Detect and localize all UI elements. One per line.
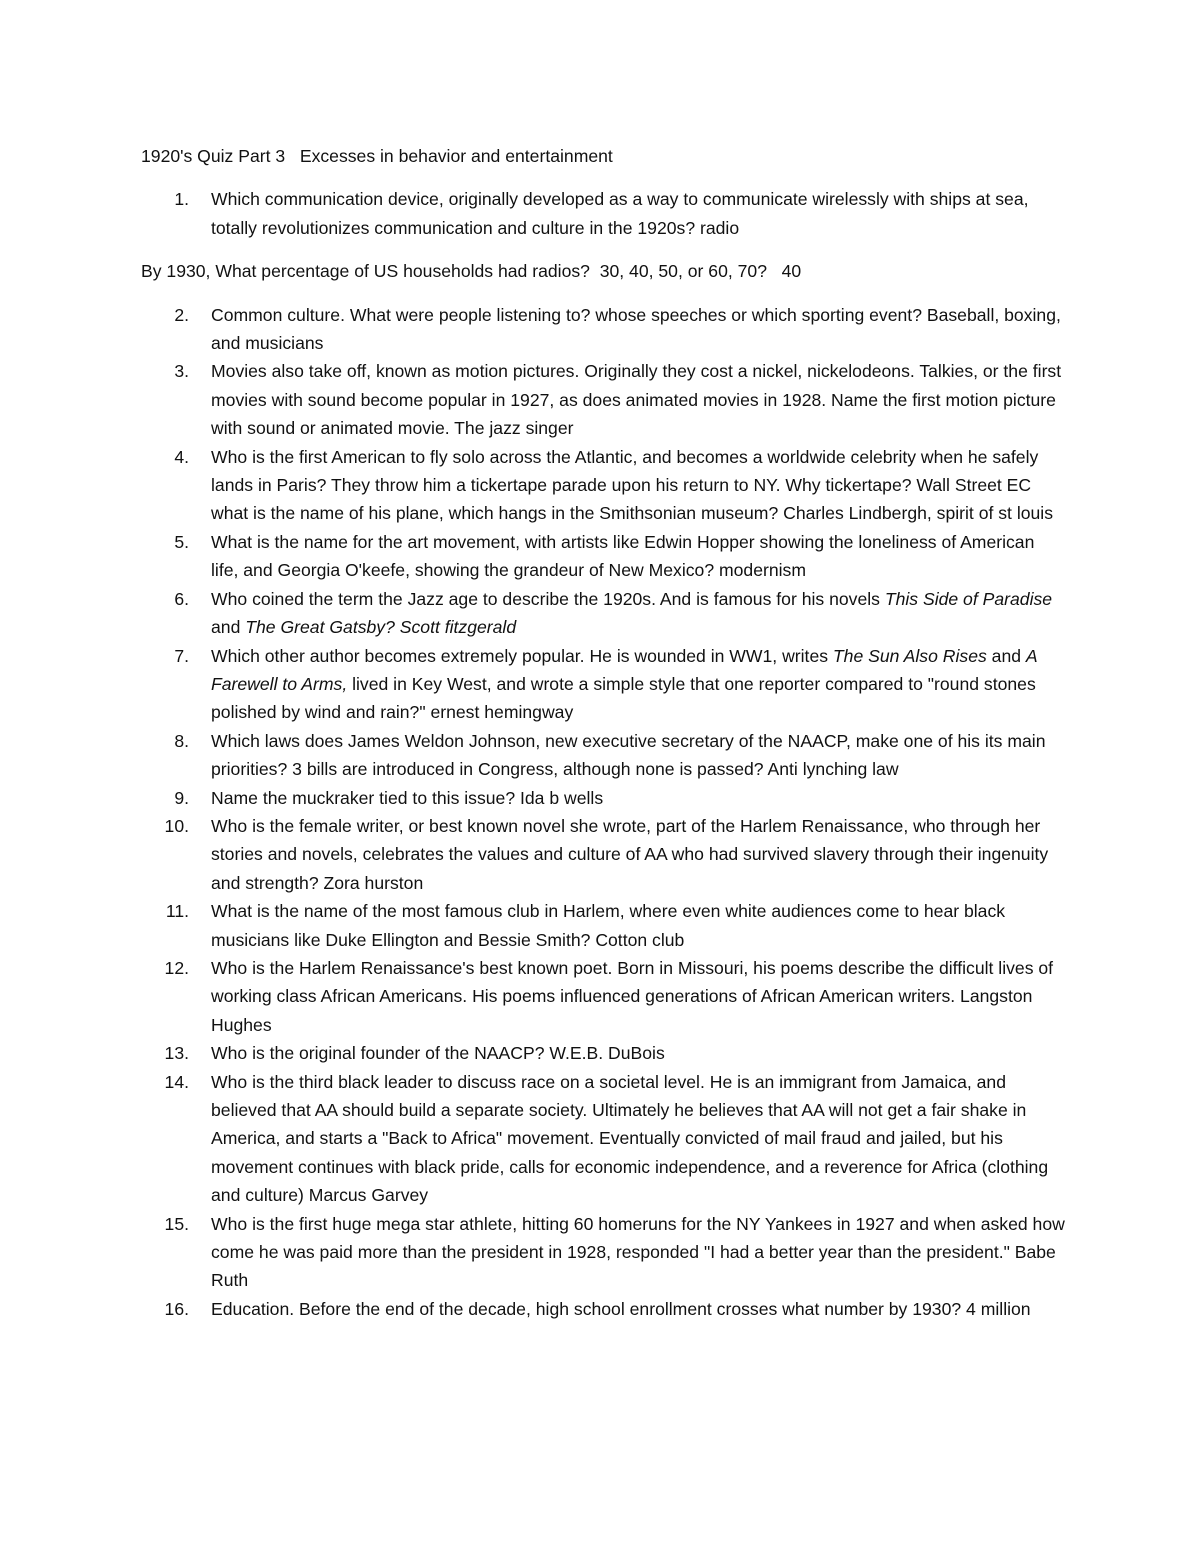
item-text-run: Which laws does James Weldon Johnson, new executive secretary of the NAACP, make one of his its main priorities? 3 bills are introduced in Congress, although none is passed? Anti lynching law — [211, 730, 1046, 780]
item-text — [211, 788, 603, 808]
list-item — [141, 301, 1066, 358]
item-text — [211, 646, 1037, 723]
quiz-list — [141, 301, 1066, 1324]
item-number: 11. — [165, 901, 189, 922]
item-text-run: Who is the first huge mega star athlete, hitting 60 homeruns for the NY Yankees in 1927 and when asked how come he was paid more than the president in 1928, responded "I had a better year than the president." Babe Ruth — [211, 1213, 1065, 1291]
list-item — [141, 1210, 1066, 1295]
item-text — [211, 305, 1061, 353]
item-text-run: What is the name of the most famous club in Harlem, where even white audiences come to hear black musicians like Duke Ellington and Bessie Smith? Cotton club — [211, 901, 1006, 950]
item-number: 7. — [174, 645, 189, 666]
item-text-italic: This Side of Paradise — [884, 588, 1053, 609]
item-number: 4. — [174, 446, 189, 467]
list-item — [141, 897, 1066, 954]
item-text-run: Who is the third black leader to discuss race on a societal level. He is an immigrant from Jamaica, and believed that AA should build a separate society. Ultimately he believes that AA will not get a fair shake in America, and starts a "Back to Africa" movement. Eventually convicted of mail fraud and jailed, but his movement continues with black pride, calls for economic independence, and a reverence for Africa (clothing and culture) Marcus Garvey — [211, 1071, 1049, 1206]
list-item — [141, 357, 1066, 442]
item-text-italic: The Sun Also Rises — [832, 645, 987, 666]
item-text-run: Education. Before the end of the decade, high school enrollment crosses what number by 1930? 4 million — [211, 1298, 1031, 1319]
item-number: 12. — [164, 957, 189, 978]
item-number: 3. — [174, 361, 189, 382]
item-text — [211, 731, 1045, 779]
item-text — [211, 1043, 665, 1063]
item-number: 16. — [164, 1298, 189, 1319]
item-text: Which communication device, originally developed as a way to communicate wirelessly with ships at sea, totally revolutionizes communication and culture in the 1920s? radio — [211, 189, 1029, 238]
list-item — [141, 784, 1066, 812]
list-item — [141, 443, 1066, 528]
item-text — [211, 532, 1034, 580]
item-text — [211, 958, 1053, 1035]
document-body — [141, 142, 1066, 1338]
list-item — [141, 954, 1066, 1039]
item-number: 2. — [174, 304, 189, 325]
item-number: 8. — [174, 730, 189, 751]
list-item — [141, 1295, 1066, 1323]
item-text-run: and — [211, 617, 246, 638]
item-text-run: Who coined the term the Jazz age to describe the 1920s. And is famous for his novels — [211, 588, 885, 609]
item-text-run: Common culture. What were people listening to? whose speeches or which sporting event? Baseball, boxing, and musicians — [211, 304, 1061, 354]
item-number: 14. — [164, 1071, 189, 1092]
item-text-run: Movies also take off, known as motion pictures. Originally they cost a nickel, nickelodeons. Talkies, or the first movies with sound become popular in 1927, as does animated movies in 1928. Name the first motion picture with sound or animated movie. The jazz singer — [211, 361, 1062, 439]
list-item — [141, 528, 1066, 585]
item-text — [211, 361, 1061, 438]
list-item — [141, 727, 1066, 784]
item-number: 6. — [174, 588, 189, 609]
item-number: 1. — [174, 189, 189, 210]
item-text-run: Which other author becomes extremely popular. He is wounded in WW1, writes — [211, 645, 833, 666]
item-text — [211, 1214, 1065, 1291]
item-text-run: Who is the female writer, or best known novel she wrote, part of the Harlem Renaissance, who through her stories and novels, celebrates the values and culture of AA who had survived slavery through their ingenuity and strength? Zora hurston — [211, 815, 1049, 893]
item-text-run: lived in Key West, and wrote a simple style that one reporter compared to "round stones polished by wind and rain?" ernest hemingway — [211, 673, 1036, 723]
list-item — [141, 185, 1066, 242]
item-text — [211, 447, 1053, 524]
item-text — [211, 1299, 1031, 1319]
item-text-italic: A Farewell to Arms, — [211, 645, 1038, 694]
item-text — [211, 816, 1048, 893]
item-text-run: Who is the first American to fly solo across the Atlantic, and becomes a worldwide celebrity when he safely lands in Paris? They throw him a tickertape parade upon his return to NY. Why tickertape? Wall Street EC what is the name of his plane, which hangs in the Smithsonian museum? Charles Lindbergh, spirit of st louis — [211, 446, 1054, 524]
list-item — [141, 1039, 1066, 1067]
item-number: 5. — [174, 531, 189, 552]
list-item — [141, 1068, 1066, 1210]
item-text — [211, 901, 1005, 949]
item-text-run: and — [986, 645, 1026, 666]
item-text — [211, 1072, 1048, 1206]
item-text-run: Who is the original founder of the NAACP? W.E.B. DuBois — [211, 1043, 665, 1064]
list-item — [141, 812, 1066, 897]
item-number: 10. — [164, 815, 189, 836]
item-text-italic: The Great Gatsby? Scott fitzgerald — [245, 617, 517, 638]
item-text-run: Name the muckraker tied to this issue? Ida b wells — [211, 787, 604, 808]
item-text-run: What is the name for the art movement, with artists like Edwin Hopper showing the loneliness of American life, and Georgia O'keefe, showing the grandeur of New Mexico? modernism — [211, 531, 1035, 581]
item-number: 9. — [174, 787, 189, 808]
list-item — [141, 642, 1066, 727]
item-number: 13. — [164, 1043, 189, 1064]
item-number: 15. — [164, 1213, 189, 1234]
document-title: 1920's Quiz Part 3 Excesses in behavior and entertainment — [141, 146, 613, 166]
item-text — [211, 589, 1052, 637]
quiz-list-intro — [141, 185, 1066, 242]
list-item — [141, 585, 1066, 642]
item-text-run: Who is the Harlem Renaissance's best known poet. Born in Missouri, his poems describe the difficult lives of working class African Americans. His poems influenced generations of African American writers. Langston Hughes — [211, 957, 1054, 1035]
radio-percentage-question: By 1930, What percentage of US households had radios? 30, 40, 50, or 60, 70? 40 — [141, 261, 802, 282]
